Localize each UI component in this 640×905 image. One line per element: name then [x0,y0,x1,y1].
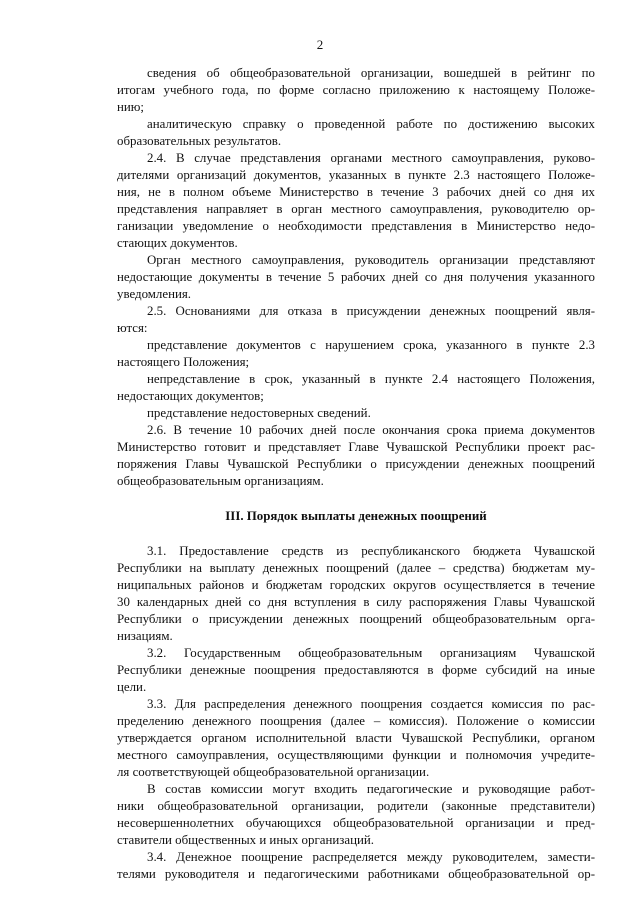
text-line: ля соответствующей общеобразовательной организации. [117,765,430,779]
text-line: Орган местного самоуправления, руководитель организации представляют [147,253,595,267]
text-line: утверждается органом исполнительной власти Чувашской Республики, органом [117,731,595,745]
text-line: уведомления. [117,287,192,301]
text-line: Республики о присуждении денежных поощрений общеобразовательным орга- [117,612,595,626]
page-number: 2 [316,37,324,52]
text-line: ники общеобразовательной организации, родители (законные представители) [117,799,595,813]
section-heading: III. Порядок выплаты денежных поощрений [225,509,487,523]
text-line: итогам учебного года, по форме согласно приложению к настоящему Положе- [117,83,595,97]
text-line: представления направляет в орган местного самоуправления, руководителю ор- [117,202,595,216]
text-line: непредставление в срок, указанный в пункте 2.4 настоящего Положения, [147,372,595,386]
text-line: 3.1. Предоставление средств из республиканского бюджета Чувашской [147,544,595,558]
text-line: ганизации уведомление о необходимости представления в Министерство недо- [117,219,595,233]
text-line: аналитическую справку о проведенной работе по достижению высоких [147,117,595,131]
text-line: В состав комиссии могут входить педагогические и руководящие работ- [147,782,595,796]
text-line: недостающие документы в течение 5 рабочих дней со дня получения указанного [117,270,595,284]
text-line: 3.2. Государственным общеобразовательным организациям Чувашской [147,646,595,660]
text-line: 2.4. В случае представления органами местного самоуправления, руково- [147,151,595,165]
text-line: Республики денежные поощрения предоставляются в форме субсидий на иные [117,663,595,677]
text-line: 2.6. В течение 10 рабочих дней после окончания срока приема документов [147,423,595,437]
text-line: ниципальных районов и бюджетам городских округов осуществляется в течение [117,578,595,592]
text-line: телями руководителя и педагогическими работниками общеобразовательной ор- [117,867,595,881]
text-line: общеобразовательным организациям. [117,474,324,488]
text-line: Республики на выплату денежных поощрений (далее – средства) бюджетам му- [117,561,595,575]
text-line: поряжения Главы Чувашской Республики о присуждении денежных поощрений [117,457,595,471]
text-line: сведения об общеобразовательной организации, вошедшей в рейтинг по [147,66,595,80]
text-line: стающих документов. [117,236,238,250]
text-line: представление недостоверных сведений. [147,406,371,420]
text-line: ния, не в полном объеме Министерство в течение 3 рабочих дней со дня их [117,185,595,199]
text-line: местного самоуправления, осуществляющими функции и полномочия учредите- [117,748,595,762]
text-line: представление документов с нарушением срока, указанного в пункте 2.3 [147,338,595,352]
text-line: 2.5. Основаниями для отказа в присуждении денежных поощрений явля- [147,304,595,318]
text-line: настоящего Положения; [117,355,250,369]
text-line: образовательных результатов. [117,134,282,148]
text-line: низациям. [117,629,173,643]
text-line: ются: [117,321,148,335]
text-line: Министерство готовит и представляет Главе Чувашской Республики проект рас- [117,440,595,454]
text-line: дителями организаций документов, указанных в пункте 2.3 настоящего Положе- [117,168,595,182]
text-line: пределению денежного поощрения (далее – комиссия). Положение о комиссии [117,714,595,728]
text-line: недостающих документов; [117,389,264,403]
text-line: 3.4. Денежное поощрение распределяется между руководителем, замести- [147,850,595,864]
text-line: нию; [117,100,145,114]
text-line: ставители общественных и иных организаций. [117,833,374,847]
text-line: цели. [117,680,147,694]
text-line: несовершеннолетних обучающихся общеобразовательной организации и пред- [117,816,595,830]
text-line: 3.3. Для распределения денежного поощрения создается комиссия по рас- [147,697,595,711]
text-line: 30 календарных дней со дня вступления в силу распоряжения Главы Чувашской [117,595,595,609]
